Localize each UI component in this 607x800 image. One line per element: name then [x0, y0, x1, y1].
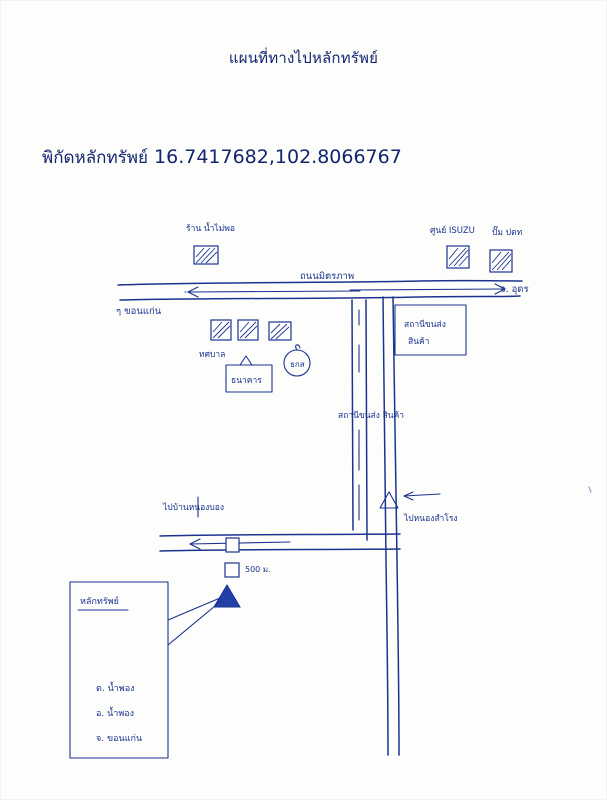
- arrow-west: [185, 287, 360, 297]
- arrow-southwest: [190, 539, 290, 549]
- station-box: [395, 305, 466, 355]
- building-top-left: [194, 246, 218, 264]
- callout-line-2: อ. น้ำพอง: [96, 709, 135, 719]
- road-vertical-right: [383, 297, 399, 755]
- shop-circle: [284, 345, 310, 376]
- label-station-line2: สินค้า: [408, 337, 430, 347]
- label-ptt: ปั๊ม ปตท: [492, 228, 523, 238]
- road-main-horizontal: [118, 281, 522, 300]
- direction-southwest-label: ไปบ้านหนองบอง: [163, 503, 224, 513]
- page-title: แผนที่ทางไปหลักทรัพย์: [228, 49, 379, 67]
- label-red-shop: ธกส: [290, 360, 305, 369]
- label-distance-mid: สถานีขนส่ง สินค้า: [338, 411, 405, 421]
- direction-west-label: ๆ ขอนแก่น: [116, 306, 162, 317]
- label-bank: ธนาคาร: [231, 376, 262, 386]
- building-lower-b: [225, 563, 239, 577]
- label-top-left-shop: ร้าน น้ำไม่พอ: [186, 224, 236, 234]
- label-hospital: ทศบาล: [199, 350, 226, 360]
- building-ptt: [490, 250, 512, 272]
- building-isuzu: [447, 246, 469, 268]
- arrow-east: [350, 284, 505, 294]
- arrow-southeast: [404, 492, 440, 500]
- building-lower-a: [226, 538, 239, 552]
- building-bank-a: [238, 320, 258, 340]
- coordinates-label: พิกัดหลักทรัพย์: [42, 148, 148, 168]
- label-station-line1: สถานีขนส่ง: [404, 320, 446, 330]
- bank-bubble: [226, 356, 272, 392]
- callout-box: [70, 582, 221, 758]
- callout-title: หลักทรัพย์: [80, 597, 119, 607]
- direction-southeast-label: ไปหนองสำโรง: [404, 514, 458, 524]
- callout-line-3: จ. ขอนแก่น: [96, 734, 143, 744]
- label-isuzu: ศูนย์ ISUZU: [430, 226, 475, 236]
- building-bank-b: [269, 322, 291, 340]
- label-distance-low: 500 ม.: [245, 565, 271, 574]
- building-hospital: [211, 320, 231, 340]
- scan-speck: [589, 487, 591, 492]
- coordinates-value: 16.7417682,102.8066767: [154, 146, 402, 168]
- road-main-label: ถนนมิตรภาพ: [300, 271, 355, 282]
- callout-line-1: ต. น้ำพอง: [96, 684, 135, 694]
- direction-east-label: จ. อุดร: [500, 284, 529, 295]
